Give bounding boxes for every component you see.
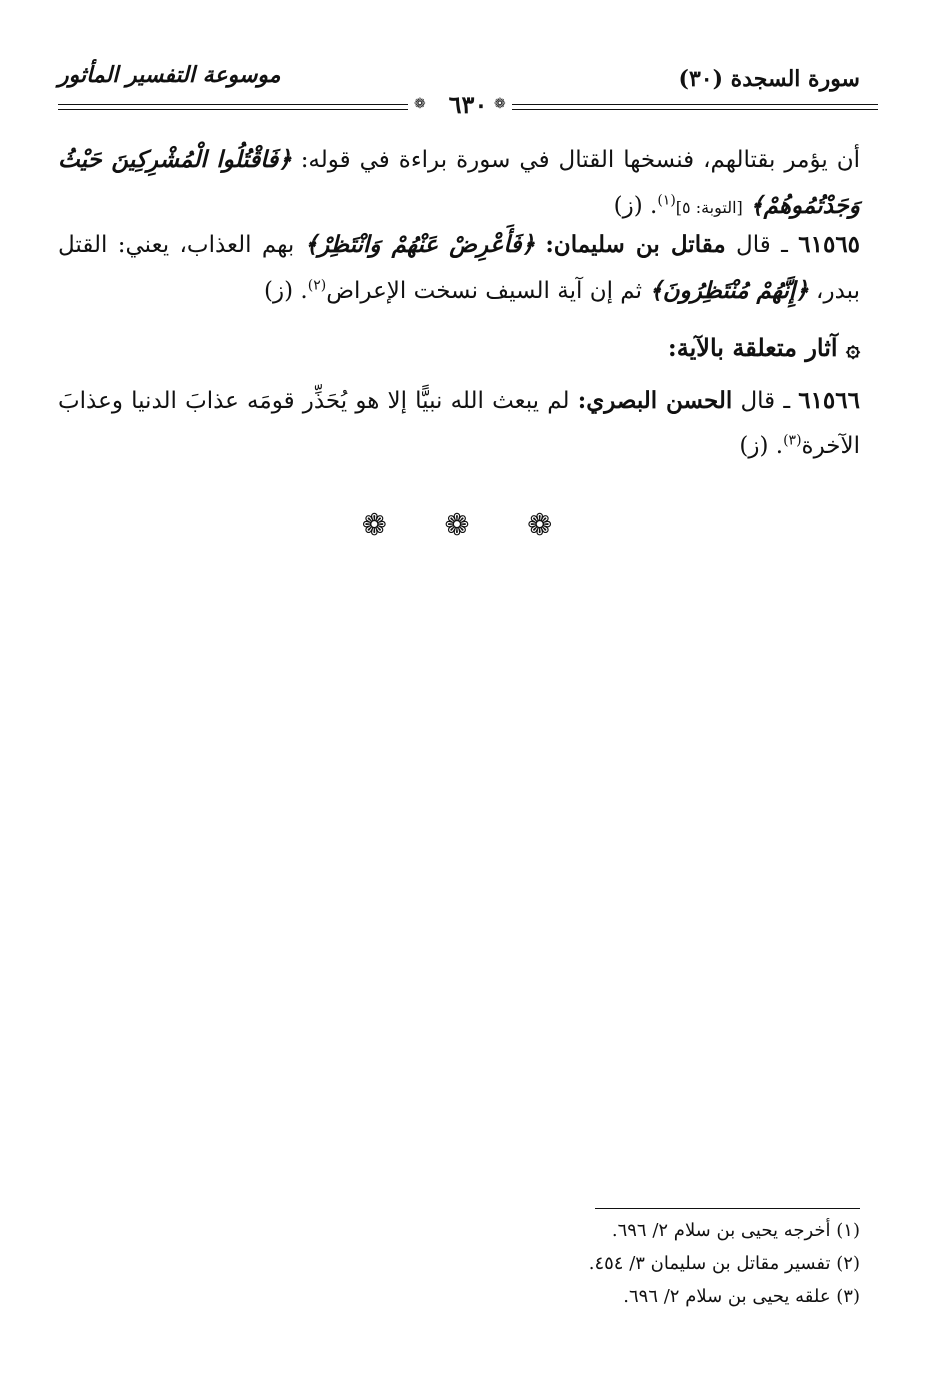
section-heading [668,333,860,362]
header-rule-left [58,104,408,110]
source-marker: . (ز) [613,193,658,219]
source-marker: . (ز) [264,278,308,304]
footnote-rule [595,1208,860,1209]
quran-verse: ﴿فَأَعْرِضْ عَنْهُمْ وَانْتَظِرْ﴾ [304,231,535,258]
entry-intro: ـ قال [732,388,799,414]
header-rule-right [512,104,878,110]
narrator-name: الحسن البصري: [577,387,733,414]
footnote-mark: (١) [657,192,676,209]
section-heading-text: آثار متعلقة بالآية: [667,333,838,362]
narration-entry [58,378,860,469]
entry-number: ٦١٥٦٥ [798,231,861,258]
footnote: (٣) علقه يحيى بن سلام ٢/ ٦٩٦. [623,1286,860,1307]
quran-verse: ﴿إِنَّهُمْ مُنْتَظِرُونَ﴾ [649,277,809,304]
surah-title: سورة السجدة (٣٠) [678,66,860,92]
verse-citation: [التوبة: ٥] [675,198,743,217]
entry-number: ٦١٥٦٦ [798,387,860,414]
narration-entry [58,222,860,314]
paragraph [58,137,860,230]
paragraph-text: بهم العذاب، يعني: القتل ببدر، [58,232,860,304]
quran-verse: ﴿فَاقْتُلُوا الْمُشْرِكِينَ حَيْثُ وَجَدْتُمُوهُمْ﴾ [58,146,860,219]
flower-icon: ۞ [845,333,860,362]
section-separator: ❁ ❁ ❁ [361,508,577,543]
footnote: (١) أخرجه يحيى بن سلام ٢/ ٦٩٦. [611,1220,860,1241]
page-number: ٦٣٠ [448,90,488,119]
footnote: (٢) تفسير مقاتل بن سليمان ٣/ ٤٥٤. [588,1253,860,1274]
paragraph-text: لم يبعث الله نبيًّا إلا هو يُحَذِّر قومَه عذابَ الدنيا وعذابَ الآخرة [58,388,860,459]
footnote-mark: (٢) [307,277,327,294]
ornament-icon: ❁ [494,96,506,112]
book-title: موسوعة التفسير المأثور [58,62,281,88]
entry-intro: ـ قال [725,232,799,258]
narrator-name: مقاتل بن سليمان: [545,231,726,258]
paragraph-text: ثم إن آية السيف نسخت الإعراض [326,278,642,304]
footnote-mark: (٣) [783,432,802,449]
paragraph-text: أن يؤمر بقتالهم، فنسخها القتال في سورة براءة في قوله: [300,147,860,173]
source-marker: . (ز) [739,433,784,459]
ornament-icon: ❁ [414,96,426,112]
